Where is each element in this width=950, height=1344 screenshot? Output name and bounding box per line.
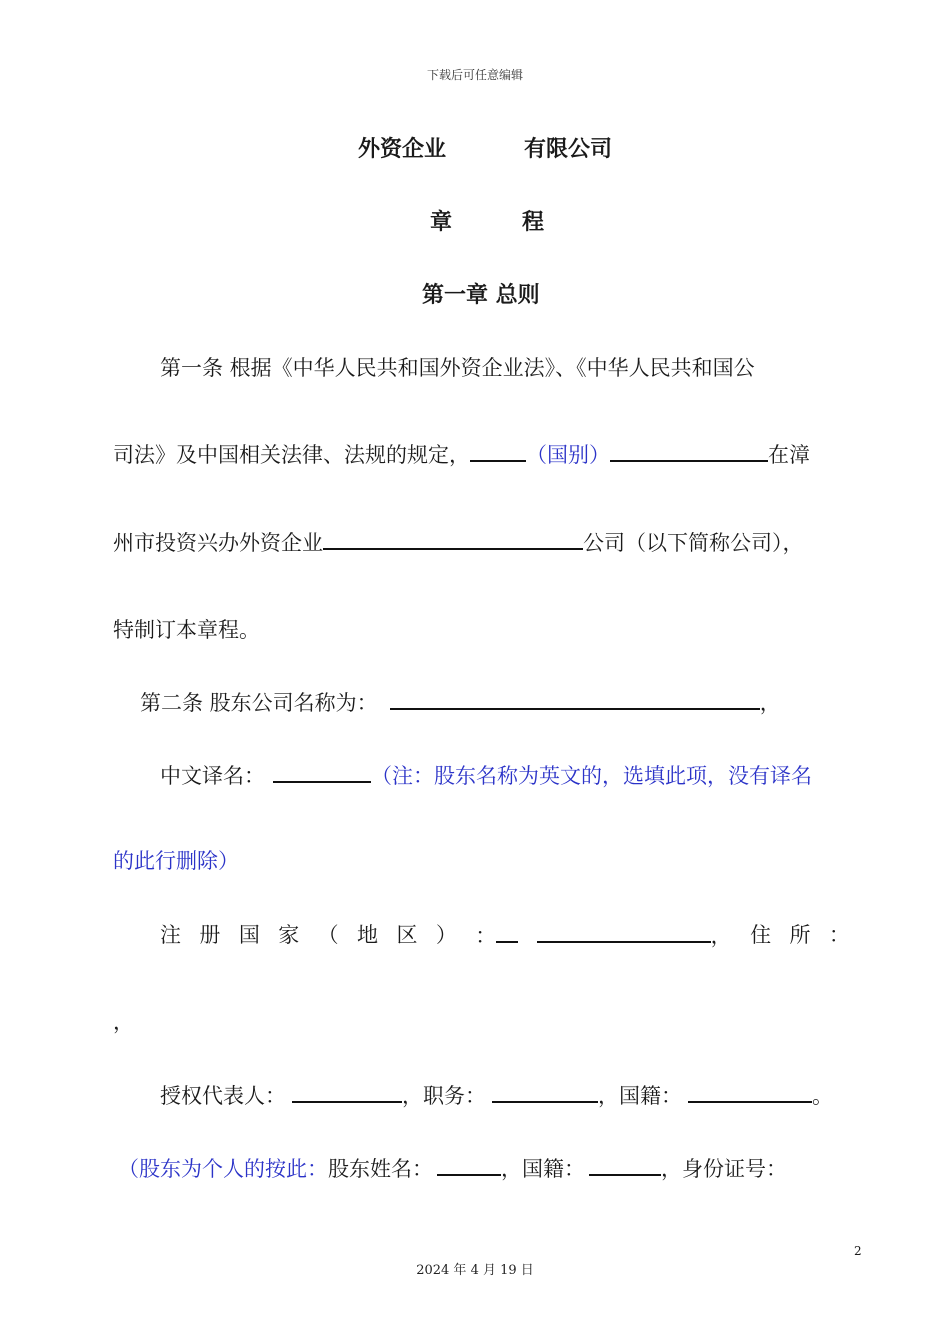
article2-line1: [140, 686, 781, 717]
blank-reg-country-b[interactable]: [537, 919, 711, 943]
chinese-name-note-cont: 的此行删除）: [113, 849, 239, 873]
title-company-suffix: 有限公司: [524, 137, 613, 162]
individual-nationality-label: ，国籍：: [501, 1157, 585, 1181]
blank-representative[interactable]: [292, 1079, 402, 1103]
id-number-label: ，身份证号：: [661, 1157, 787, 1181]
reg-country-char: 国: [238, 923, 260, 947]
chinese-name-label: 中文译名：: [160, 764, 265, 788]
blank-company-name[interactable]: [323, 526, 583, 550]
title-company-prefix: 外资企业: [358, 137, 447, 162]
article1-line3-end: 公司（以下简称公司），: [583, 531, 804, 555]
blank-nationality[interactable]: [688, 1079, 812, 1103]
blank-shareholder-name[interactable]: [390, 686, 760, 710]
article1-line4: 特制订本章程。: [113, 618, 260, 642]
blank-individual-nationality[interactable]: [589, 1152, 661, 1176]
address-char: 住: [750, 923, 772, 947]
article2-line2: [160, 759, 812, 790]
reg-country-colon: ：: [475, 924, 497, 948]
page-header: 下载后可任意编辑: [426, 68, 523, 82]
article2-line6: [160, 1079, 833, 1110]
reg-country-char: 地: [357, 923, 379, 947]
address-char: 所: [789, 923, 811, 947]
article1-line2-text: 司法》及中国相关法律、法规的规定，: [113, 443, 470, 467]
article1-line2: [113, 438, 810, 469]
reg-country-char: （: [317, 923, 339, 947]
reg-country-comma: ，: [710, 924, 732, 948]
reg-country-blank-group: [537, 919, 732, 950]
article1-line3-text: 州市投资兴办外资企业: [113, 531, 323, 555]
blank-chinese-name[interactable]: [273, 759, 371, 783]
country-note: （国别）: [526, 443, 610, 467]
title-char-zhang: 章: [430, 210, 453, 235]
address-char: ：: [828, 923, 850, 947]
chapter-heading: 第一章 总则: [422, 283, 540, 308]
article2-line1-text: 第二条 股东公司名称为：: [140, 691, 378, 715]
reg-country-char: 册: [199, 923, 221, 947]
article2-line1-end: ，: [759, 691, 781, 715]
shareholder-name-label: 股东姓名：: [328, 1157, 433, 1181]
footer-date: 2024 年 4 月 19 日: [416, 1263, 534, 1278]
nationality-label: ，国籍：: [598, 1084, 682, 1108]
article1-line1: 第一条 根据《中华人民共和国外资企业法》、《中华人民共和国公: [160, 356, 755, 380]
reg-country-char: 注: [160, 923, 181, 947]
blank-shareholder-person[interactable]: [437, 1152, 501, 1176]
individual-note: （股东为个人的按此：: [118, 1157, 328, 1181]
article2-line4: [160, 919, 850, 950]
article2-line6-end: 。: [812, 1084, 833, 1108]
blank-country-before[interactable]: [470, 438, 526, 462]
blank-position[interactable]: [492, 1079, 598, 1103]
article1-line3: [113, 526, 804, 557]
position-label: ，职务：: [402, 1084, 486, 1108]
reg-country-colon-group: [475, 919, 518, 950]
chinese-name-note: （注：股东名称为英文的，选填此项，没有译名: [371, 764, 812, 788]
article1-line2-end: 在漳: [768, 443, 810, 467]
page-number: 2: [854, 1244, 862, 1258]
representative-label: 授权代表人：: [160, 1084, 286, 1108]
reg-country-char: ）: [435, 923, 457, 947]
reg-country-char: 家: [278, 923, 300, 947]
blank-reg-country-a[interactable]: [496, 919, 518, 943]
address-line-end: ，: [113, 1010, 134, 1034]
title-char-cheng: 程: [522, 210, 545, 235]
reg-country-char: 区: [396, 923, 418, 947]
blank-country[interactable]: [610, 438, 768, 462]
article2-line7: [118, 1152, 787, 1183]
